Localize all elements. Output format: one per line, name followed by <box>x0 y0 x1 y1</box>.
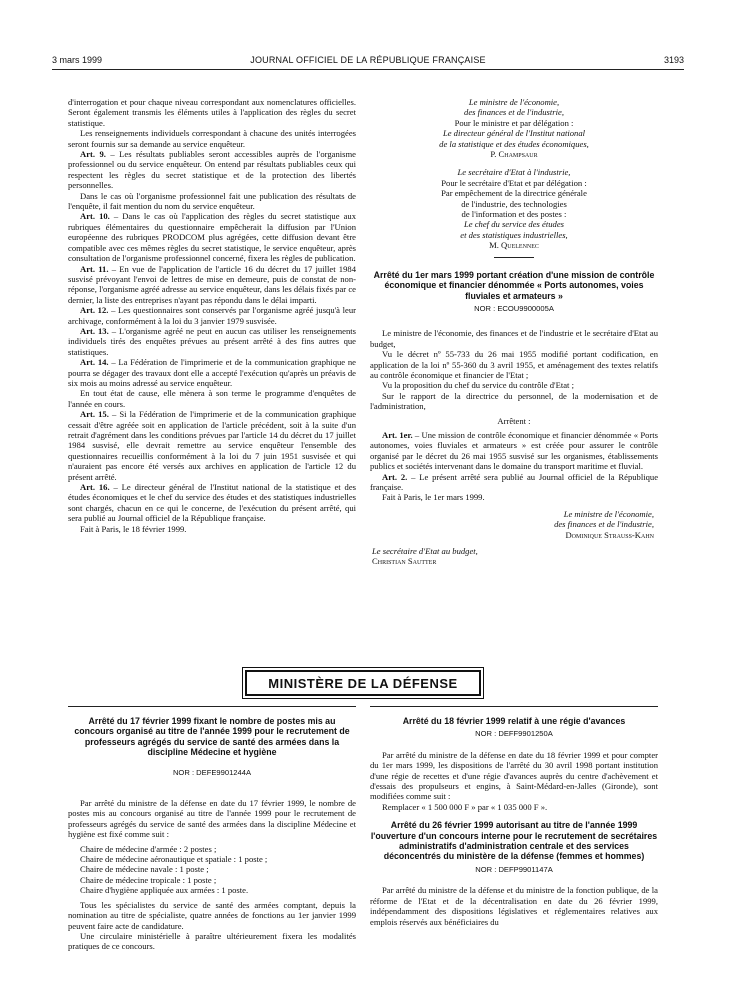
signature-line: Le secrétaire d'Etat au budget, <box>372 546 478 557</box>
right-column-bottom <box>370 716 658 988</box>
signature-line: de l'industrie, des technologies <box>461 198 567 209</box>
article-label: Art. 15. <box>80 409 109 420</box>
signature-line: Le ministre de l'économie, <box>468 97 560 107</box>
arrete-title-agreges: Arrêté du 17 février 1999 fixant le nombre de postes mis au concours organisé au titre de l'année 1999 pour le recrutement de professeurs agrégés du service de santé des armées dans la discipline Médecine et hygiène <box>74 716 350 758</box>
paragraph-text: – L'organisme agréé ne peut en aucun cas utiliser les renseignements individuels tirés des enquêtes prévues au présent arrêté à des fins autres que statistiques. <box>68 325 356 357</box>
signature-line: des finances et de l'industrie, <box>554 519 654 530</box>
paragraph-text: Les renseignements individuels correspondant à chacune des unités interrogées seront fournis sur sa demande au service enquêteur. <box>68 128 356 149</box>
paragraph: Par arrêté du ministre de la défense et du ministre de la fonction publique, de la réforme de l'Etat et de la décentralisation en date du 26 février 1999, indépendamment des dispositions législatives et réglementaires relatives aux emplois réservés aux bénéficiaires du <box>370 885 658 927</box>
signature-line: Le chef du service des études <box>464 219 564 230</box>
paragraph-text: d'interrogation et pour chaque niveau correspondant aux nomenclatures officielles. Seront également transmis les éléments utiles à l'application des règles du secret statistique. <box>68 97 356 128</box>
paragraph <box>68 191 356 212</box>
article-label: Art. 1er. <box>382 429 413 440</box>
signature-line: P. Champsaur <box>490 149 538 160</box>
paragraph <box>68 211 356 263</box>
paragraph-text: – Si la Fédération de l'imprimerie et de la communication graphique cessait d'être agréée soit en application de l'article précédent, soit à la suite d'un retrait d'agrément dans les conditions prévues par l'article 14 du décret du 17 juillet 1984 susvisé, elle devrait remettre au service enquêteur l'ensemble des questionnaires recueillis conformément à la loi du 7 juin 1951 susvisée et qui n'auraient pas encore été versés aux archives en application de l'article 12 du présent arrêté. <box>68 409 356 482</box>
arrete-body-concours <box>370 885 658 927</box>
left-column-top <box>68 97 356 627</box>
signature-line: de la statistique et des études économiques, <box>439 138 589 149</box>
paragraph <box>68 326 356 357</box>
paragraph-text: Dans le cas où l'organisme professionnel fait une publication des résultats de l'enquête, il fait mention du nom du service enquêteur. <box>68 190 356 212</box>
arrete-title-regie: Arrêté du 18 février 1999 relatif à une régie d'avances <box>402 716 626 726</box>
paragraph <box>370 328 658 349</box>
ministry-heading: MINISTÈRE DE LA DÉFENSE <box>245 670 481 696</box>
paragraph <box>370 380 658 390</box>
intro-paragraph: Par arrêté du ministre de la défense en date du 17 février 1999, le nombre de postes mis au concours organisé au titre de l'année 1999 pour le recrutement de professeurs agrégés du service de santé des armées dans la discipline Médecine et hygiène est fixé comme suit : <box>68 798 356 840</box>
nor-regie: NOR : DEFF9901250A <box>475 729 553 739</box>
paragraph-text: Le ministre de l'économie, des finances et de l'industrie et le secrétaire d'Etat au budget, <box>370 328 658 349</box>
nor-agreges: NOR : DEFE9901244A <box>172 767 252 777</box>
header-rule <box>52 69 684 70</box>
paragraph-text: – Les résultats publiables seront accessibles auprès de l'organisme professionnel ou du service enquêteur. On entend par résultats publiables ceux qui respectent les règles du secret statistique et de la protection des libertés personnelles. <box>68 149 356 191</box>
paragraph-text: – La Fédération de l'imprimerie et de la communication graphique ne pourra se dégager des travaux dont elle a accepté l'exécution qu'après un préavis de six mois au moins adressé au service enquêteur. <box>68 357 356 388</box>
paragraph <box>68 97 356 128</box>
signature-line: Pour le ministre et par délégation : <box>454 117 574 128</box>
paragraph <box>68 388 356 409</box>
paragraph <box>370 472 658 493</box>
separator-rule <box>494 257 534 258</box>
signature-line: Le secrétaire d'Etat à l'industrie, <box>457 167 571 178</box>
paragraph <box>68 128 356 149</box>
paragraph <box>68 482 356 524</box>
paragraph-text: – Dans le cas où l'application des règles du secret statistique aux rubriques élémentaires du questionnaire empêcherait la diffusion par l'Union européenne des rubriques PRODCOM plus agrégées, cette diffusion devant être compatible avec ces mêmes règles du secret statistique, le service enquêteur, après consultation de l'organisme professionnel concerné, fixera les règles de publication. <box>68 211 356 264</box>
paragraph <box>68 264 356 306</box>
paragraph-text: Sur le rapport de la directrice du personnel, de la modernisation et de l'administration, <box>370 390 658 412</box>
paragraph <box>370 430 658 472</box>
paragraph <box>370 492 658 502</box>
signature-block-3 <box>370 509 658 540</box>
article-label: Art. 2. <box>382 471 408 482</box>
arrete-body-regie <box>370 750 658 812</box>
paragraph <box>68 149 356 191</box>
signature-block-2 <box>370 167 658 250</box>
arrete-body-ports <box>370 328 658 503</box>
paragraph-text: Vu le décret nº 55-733 du 26 mai 1955 modifié portant codification, en application de la loi nº 55-360 du 3 avril 1955, et aménagement des textes relatifs au contrôle économique et financier de l'Etat ; <box>370 349 658 380</box>
nor-ports: NOR : ECOU9900005A <box>474 303 554 313</box>
signature-line: Le ministre de l'économie, <box>563 508 654 519</box>
paragraph <box>370 391 658 412</box>
paragraph-text: – Le présent arrêté sera publié au Journal officiel de la République française. <box>370 471 658 492</box>
paragraph <box>370 416 658 426</box>
list-item: Chaire de médecine navale : 1 poste ; <box>80 864 209 875</box>
page-header <box>52 55 684 69</box>
header-date: 3 mars 1999 <box>52 55 103 65</box>
list-item: Chaire de médecine aéronautique et spatiale : 1 poste ; <box>80 854 268 865</box>
signature-line: Dominique Strauss-Kahn <box>565 529 654 540</box>
paragraph <box>68 409 356 482</box>
paragraph <box>68 305 356 326</box>
paragraph-text: Arrêtent : <box>497 415 531 426</box>
paragraph-text: Vu la proposition du chef du service du contrôle d'Etat ; <box>382 380 574 391</box>
left-column-bottom <box>68 716 356 988</box>
closing-paragraphs <box>68 900 356 952</box>
signature-line: de l'information et des postes : <box>461 209 567 220</box>
paragraph: Tous les spécialistes du service de santé des armées comptant, depuis la nomination au titre de spécialiste, quatre années de fonctions au 1er janvier 1999 peuvent faire acte de candidature. <box>68 899 356 931</box>
paragraph <box>370 349 658 380</box>
right-column-top <box>370 97 658 627</box>
article-label: Art. 13. <box>80 325 109 336</box>
paragraph-text: Fait à Paris, le 18 février 1999. <box>80 523 187 534</box>
article-label: Art. 16. <box>80 482 110 493</box>
paragraph-text: – En vue de l'application de l'article 16 du décret du 17 juillet 1984 susvisé prévoyant l'envoi de lettres de mise en demeure, puis de constat de non-réponse, l'organisme agréé adresse au service enquêteur, dans les délais fixés par ce dernier, la liste des entreprises n'ayant pas répondu dans le délai imparti. <box>68 263 356 305</box>
signature-block-1 <box>370 97 658 159</box>
signature-line: Le directeur général de l'Institut national <box>442 128 586 139</box>
signature-line: des finances et de l'industrie, <box>464 107 564 118</box>
list-item: Chaire de médecine tropicale : 1 poste ; <box>80 874 217 885</box>
paragraph <box>68 524 356 534</box>
signature-line: Pour le secrétaire d'Etat et par délégation : <box>441 177 587 188</box>
paragraph-text: En tout état de cause, elle mènera à son terme le programme d'enquêtes de l'année en cours. <box>68 388 356 409</box>
journal-title: JOURNAL OFFICIEL DE LA RÉPUBLIQUE FRANÇAISE <box>250 55 486 65</box>
article-label: Art. 12. <box>80 305 109 316</box>
signature-line: Christian Sautter <box>372 556 437 567</box>
nor-concours: NOR : DEFP9901147A <box>475 864 553 874</box>
paragraph: Une circulaire ministérielle à paraître ultérieurement fixera les modalités pratiques de ce concours. <box>68 930 356 952</box>
paragraph-text: – Les questionnaires sont conservés par l'organisme agréé jusqu'à leur archivage, conformément à la loi du 3 janvier 1979 susvisée. <box>68 305 356 326</box>
paragraph-text: – Une mission de contrôle économique et financier dénommée « Ports autonomes, voies fluviales et armateurs » est créée pour assurer le contrôle organisé par le décret du 26 mai 1955 susvisé sur les organismes, établissements publics et sociétés intervenant dans le domaine du transport maritime et fluvial. <box>370 429 658 472</box>
article-label: Art. 10. <box>80 211 110 222</box>
chaire-list <box>68 844 356 896</box>
article-label: Art. 9. <box>80 149 106 160</box>
paragraph: Remplacer « 1 500 000 F » par « 1 035 000 F ». <box>382 801 548 812</box>
section-rule-left <box>68 706 356 707</box>
arrete-title-concours: Arrêté du 26 février 1999 autorisant au titre de l'année 1999 l'ouverture d'un concours interne pour le recrutement de secrétaires administratifs d'administration centrale et des services déconcentrés du ministère de la défense (femmes et hommes) <box>370 820 658 862</box>
article-label: Art. 14. <box>80 357 109 368</box>
arrete-title-ports: Arrêté du 1er mars 1999 portant création d'une mission de contrôle économique et financier dénommée « Ports autonomes, voies fluviales et armateurs » <box>373 269 655 301</box>
signature-line: M. Quelennec <box>489 240 539 251</box>
paragraph-text: Fait à Paris, le 1er mars 1999. <box>382 492 485 503</box>
section-rule-right <box>370 706 658 707</box>
article-label: Art. 11. <box>80 263 109 274</box>
signature-line: Par empêchement de la directrice générale <box>441 188 587 199</box>
list-item: Chaire de médecine d'armée : 2 postes ; <box>80 843 217 854</box>
page-number: 3193 <box>663 55 684 65</box>
paragraph-text: – Le directeur général de l'Institut national de la statistique et des études économiques et le chef du service des études et des statistiques industrielles sont chargés, chacun en ce qui le concerne, de l'exécution du présent arrêté, qui sera publié au Journal officiel de la République française. <box>68 482 356 524</box>
paragraph <box>68 357 356 388</box>
signature-line: et des statistiques industrielles, <box>460 229 568 240</box>
list-item: Chaire d'hygiène appliquée aux armées : 1 poste. <box>80 885 249 896</box>
signature-block-4 <box>370 546 658 567</box>
paragraph: Par arrêté du ministre de la défense en date du 18 février 1999 et pour compter du 1er mars 1999, les dispositions de l'arrêté du 30 avril 1998 portant institution d'une régie de recettes et d'une régie d'avances auprès du centre d'achèvement et d'essais des propulseurs et engins, à Saint-Médard-en-Jalles (Gironde), sont modifiées comme suit : <box>370 749 658 802</box>
